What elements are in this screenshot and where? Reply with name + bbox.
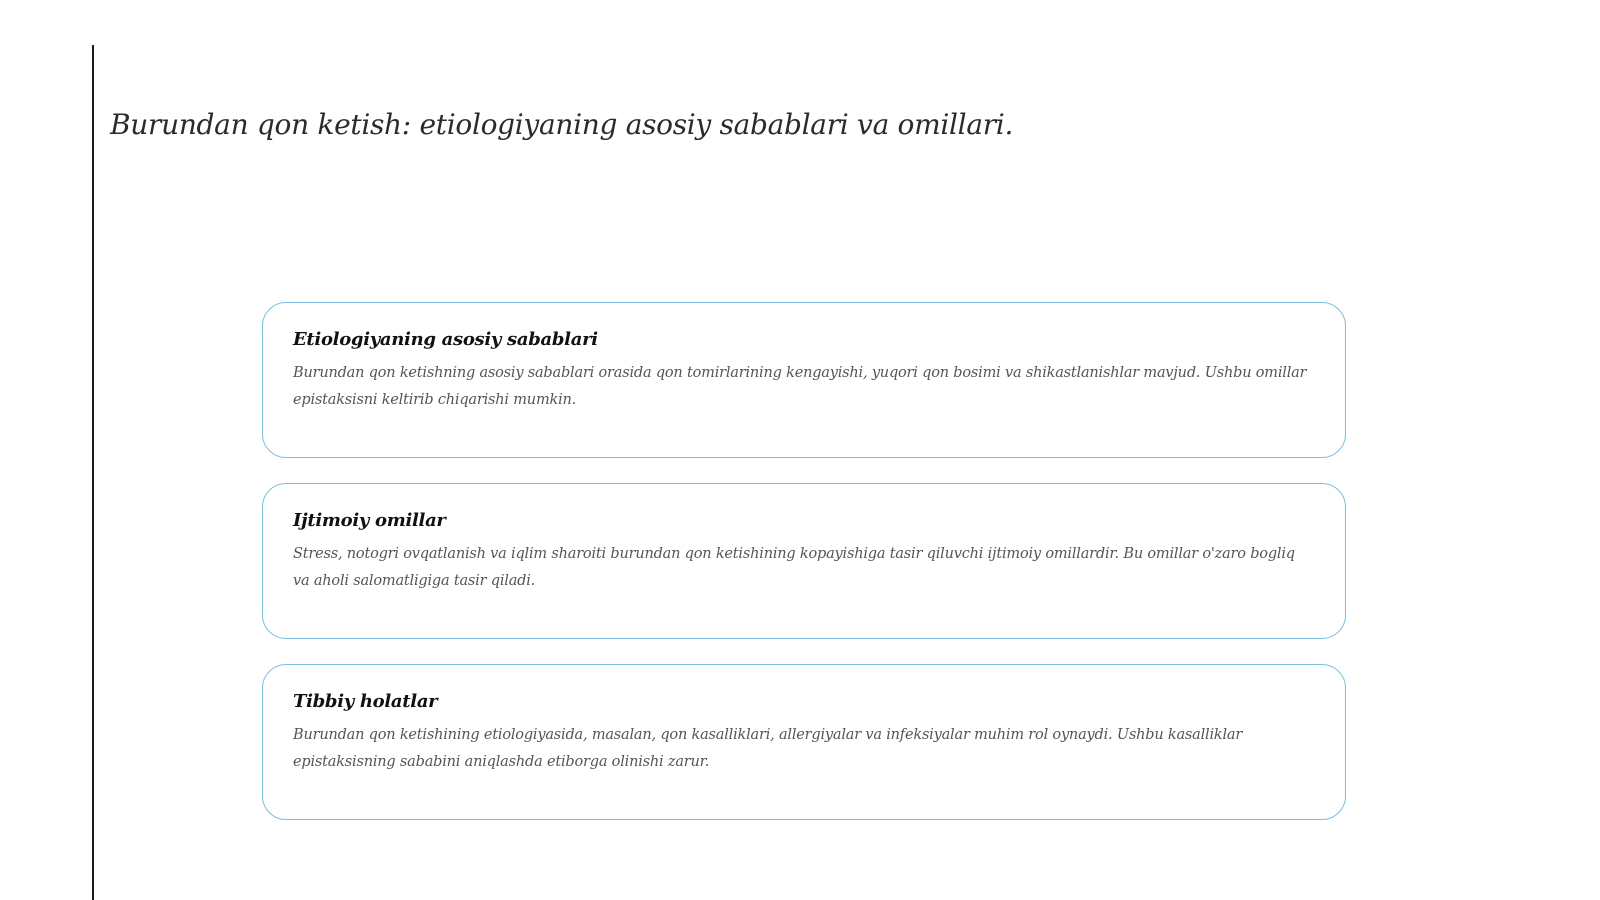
card-medical-conditions: [262, 664, 1346, 820]
card-etiology-causes: [262, 302, 1346, 458]
card-social-factors: [262, 483, 1346, 639]
left-vertical-rule: [92, 45, 94, 900]
card-text: Burundan qon ketishining etiologiyasida, masalan, qon kasalliklari, allergiyalar va infeksiyalar muhim rol oynaydi. Ushbu kasalliklar epistaksisning sababini aniqlashda etiborga olinishi zarur.: [293, 727, 1243, 770]
card-heading: Tibbiy holatlar: [293, 691, 438, 712]
card-heading: Ijtimoiy omillar: [293, 510, 446, 531]
card-text: Burundan qon ketishning asosiy sabablari orasida qon tomirlarining kengayishi, yuqori qon bosimi va shikastlanishlar mavjud. Ushbu omillar epistaksisni keltirib chiqarishi mumkin.: [293, 365, 1307, 408]
card-text: Stress, notogri ovqatlanish va iqlim sharoiti burundan qon ketishining kopayishiga tasir qiluvchi ijtimoiy omillardir. Bu omillar o'zaro bogliq va aholi salomatligiga tasir qiladi.: [293, 546, 1295, 589]
card-heading: Etiologiyaning asosiy sabablari: [293, 329, 598, 350]
slide-title: Burundan qon ketish: etiologiyaning asosiy sabablari va omillari.: [110, 108, 1014, 141]
